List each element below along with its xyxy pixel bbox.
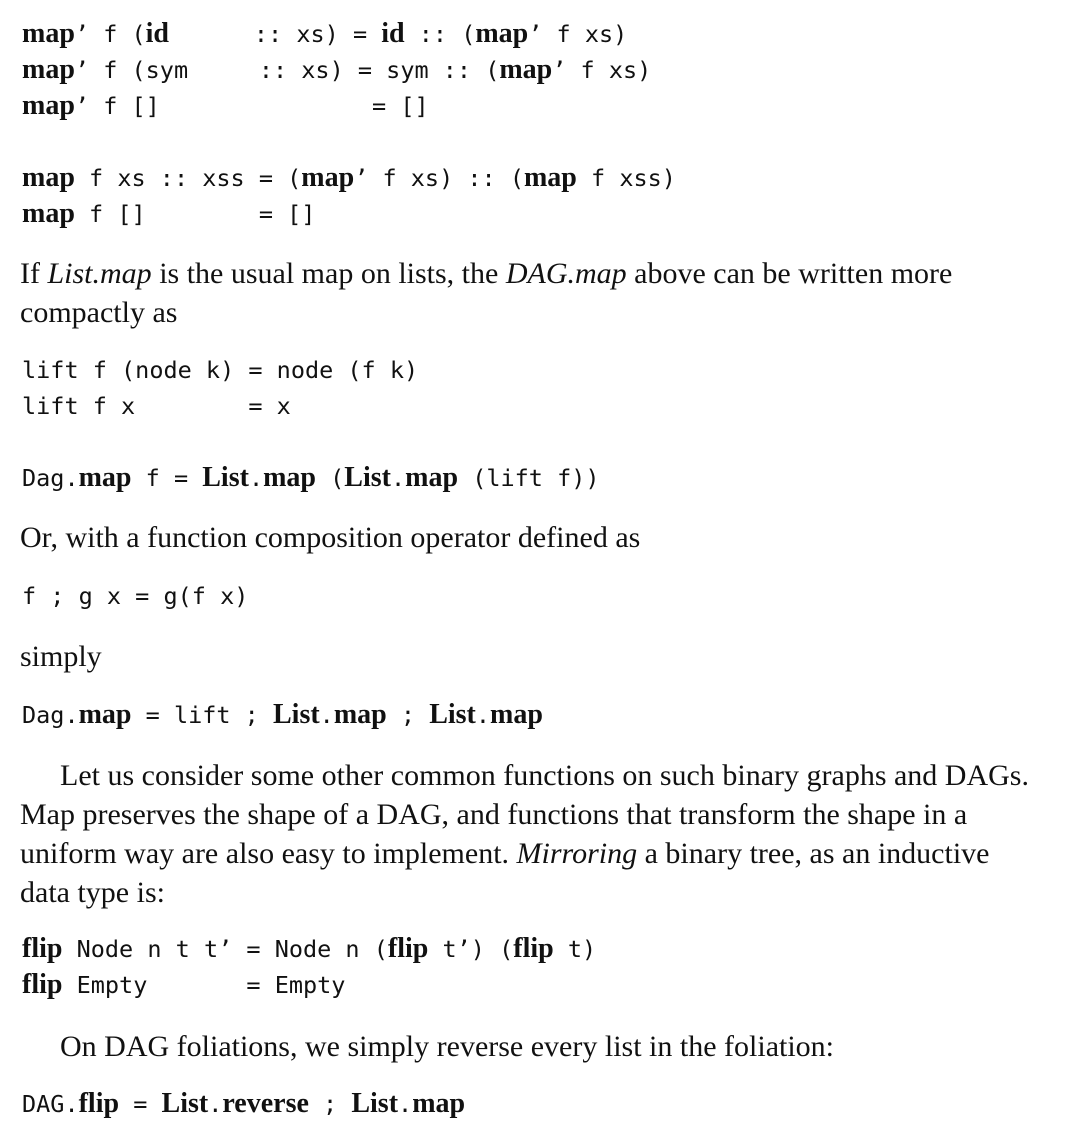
code-keyword: List [351,1088,399,1119]
code-keyword: map [412,1088,466,1119]
code-text: = [119,1090,162,1118]
code-dag-map-composed [22,697,543,733]
code-flip-definition [22,931,596,1003]
code-keyword: List [202,462,249,493]
code-text: . [319,701,334,729]
code-keyword: List [161,1088,209,1119]
code-text: ’ f xs) :: ( [354,164,524,192]
code-keyword: flip [22,933,63,964]
code-text: . [248,464,264,492]
emphasis-text: List.map [47,257,152,290]
code-keyword: List [272,699,320,730]
code-text: Empty = Empty [62,971,346,999]
body-text: If [20,257,48,290]
code-text: Dag. [22,464,79,492]
body-text: a binary tree, as an inductive data type is: [20,837,990,909]
code-line [22,1086,465,1122]
body-text: On DAG foliations, we simply reverse every list in the foliation: [60,1030,835,1063]
code-text: Dag. [22,701,79,729]
code-keyword: map [333,699,387,730]
code-map-definition [22,160,676,232]
code-line [22,52,651,88]
code-line [22,88,651,124]
code-line [22,160,676,196]
code-keyword: map [475,18,529,49]
emphasis-text: Mirroring [516,837,638,870]
code-text: lift f x = x [22,392,291,420]
body-text: Or, with a function composition operator defined as [20,521,641,554]
code-line [22,931,596,967]
code-text: ’ f ( [74,20,146,48]
code-keyword: flip [513,933,554,964]
code-keyword: List [344,462,391,493]
code-keyword: map [405,462,459,493]
code-text: t) [553,935,597,963]
code-keyword: map [78,699,132,730]
code-keyword: map [22,198,75,229]
code-text: DAG. [22,1090,79,1118]
emphasis-text: DAG.map [505,257,627,290]
code-line [22,967,596,1003]
code-text: ; [308,1090,352,1118]
code-keyword: id [145,18,170,49]
code-keyword: map [78,462,132,493]
code-text: . [398,1090,413,1118]
code-text: f xss) [576,164,676,192]
code-keyword: map [301,162,355,193]
body-text: Let us consider some other common functions on such binary graphs and DAGs. Map preserves the shape of a DAG, and functions that transform the shape in a uniform way are also easy to implement. [20,759,1029,870]
code-text: f xs :: xss = ( [74,164,302,192]
paragraph-binary-graphs [20,756,1040,912]
code-text: ; [386,701,430,729]
code-text: lift f (node k) = node (f k) [22,356,419,384]
code-keyword: flip [387,933,429,964]
code-keyword: List [429,699,476,730]
paragraph-simply [20,637,1040,676]
code-text: . [475,701,491,729]
code-text: :: ( [404,20,476,48]
code-line [22,460,600,496]
code-keyword: map [22,54,75,85]
code-text: f [] = [] [74,200,316,228]
code-line [22,388,418,424]
code-keyword: flip [78,1088,120,1119]
code-dag-flip [22,1086,465,1122]
code-text: ’ f [] = [] [74,92,429,120]
code-lift-definition [22,352,418,424]
code-text: . [390,464,406,492]
code-keyword: reverse [222,1088,309,1119]
code-text: (lift f)) [458,464,600,492]
code-keyword: map [490,699,543,730]
code-text: ’ f xs) [528,20,628,48]
code-composition-operator [22,578,248,614]
code-keyword: map [499,54,553,85]
paragraph-dag-foliations [20,1027,1040,1066]
code-text: = lift ; [131,701,273,729]
code-keyword: map [22,18,75,49]
code-line [22,697,543,733]
code-text: ( [316,464,345,492]
code-map-prime-definition [22,16,651,124]
paragraph-list-map [20,254,1040,332]
code-line [22,352,418,388]
code-dag-map-lift [22,460,600,496]
code-text: f = [131,464,203,492]
code-line [22,16,651,52]
code-line [22,196,676,232]
paragraph-composition-operator [20,518,1040,557]
code-text: ’ f (sym :: xs) = sym :: ( [74,56,500,84]
code-text: Node n t t’ = Node n ( [62,935,388,963]
code-text: t’) ( [428,935,514,963]
code-line [22,578,248,614]
code-keyword: map [22,162,75,193]
body-text: is the usual map on lists, the [151,257,506,290]
code-keyword: map [263,462,316,493]
code-text: :: xs) = [169,20,382,48]
body-text: above can be written more compactly as [20,257,953,329]
code-keyword: map [22,90,75,121]
code-text: ’ f xs) [552,56,652,84]
code-keyword: map [523,162,577,193]
code-keyword: flip [22,969,63,1000]
code-text: . [208,1090,223,1118]
body-text: simply [20,640,102,673]
code-keyword: id [381,18,405,49]
code-text: f ; g x = g(f x) [22,582,249,610]
